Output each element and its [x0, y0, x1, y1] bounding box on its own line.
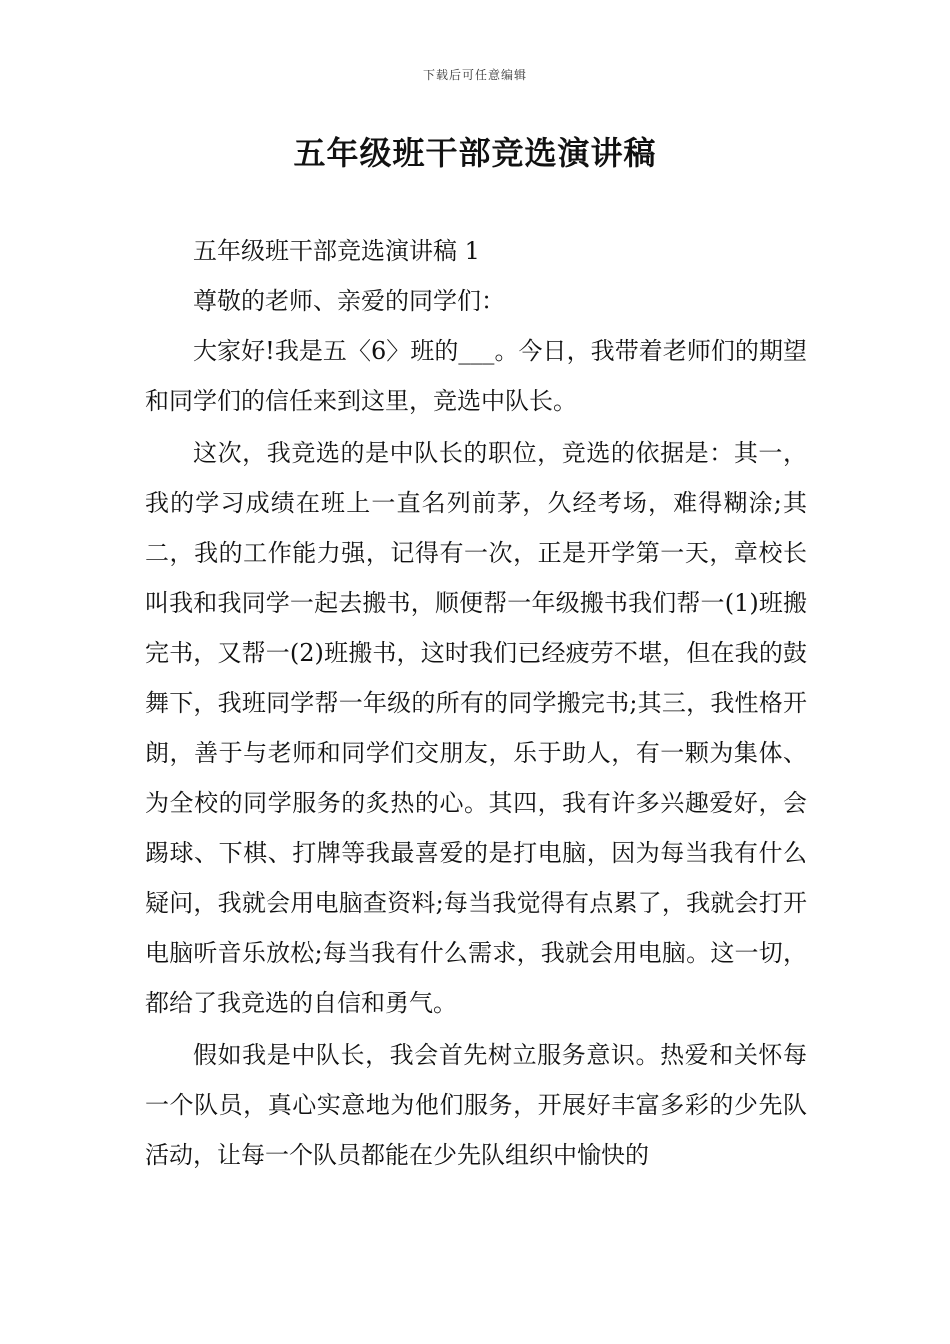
section-heading: 五年级班干部竞选演讲稿 1 — [193, 237, 480, 265]
paragraph: 假如我是中队长，我会首先树立服务意识。热爱和关怀每一个队员，真心实意地为他们服务，开展好丰富多彩的少先队活动，让每一个队员都能在少先队组织中愉快的 — [145, 1041, 807, 1169]
document-body — [145, 226, 807, 1180]
page-header-note: 下载后可任意编辑 — [422, 68, 527, 82]
paragraph: 这次，我竞选的是中队长的职位，竞选的依据是：其一，我的学习成绩在班上一直名列前茅，久经考场，难得糊涂;其二，我的工作能力强，记得有一次，正是开学第一天，章校长叫我和我同学一起去搬书，顺便帮一年级搬书我们帮一(1)班搬完书，又帮一(2)班搬书，这时我们已经疲劳不堪，但在我的鼓舞下，我班同学帮一年级的所有的同学搬完书;其三，我性格开朗，善于与老师和同学们交朋友，乐于助人，有一颗为集体、为全校的同学服务的炙热的心。其四，我有许多兴趣爱好，会踢球、下棋、打牌等我最喜爱的是打电脑，因为每当我有什么疑问，我就会用电脑查资料;每当我觉得有点累了，我就会打开电脑听音乐放松;每当我有什么需求，我就会用电脑。这一切，都给了我竞选的自信和勇气。 — [145, 439, 807, 1017]
salutation: 尊敬的老师、亲爱的同学们： — [193, 287, 505, 315]
paragraph: 大家好!我是五〈6〉班的___。今日，我带着老师们的期望和同学们的信任来到这里，竞选中队长。 — [145, 337, 807, 415]
document-title: 五年级班干部竞选演讲稿 — [293, 134, 657, 172]
